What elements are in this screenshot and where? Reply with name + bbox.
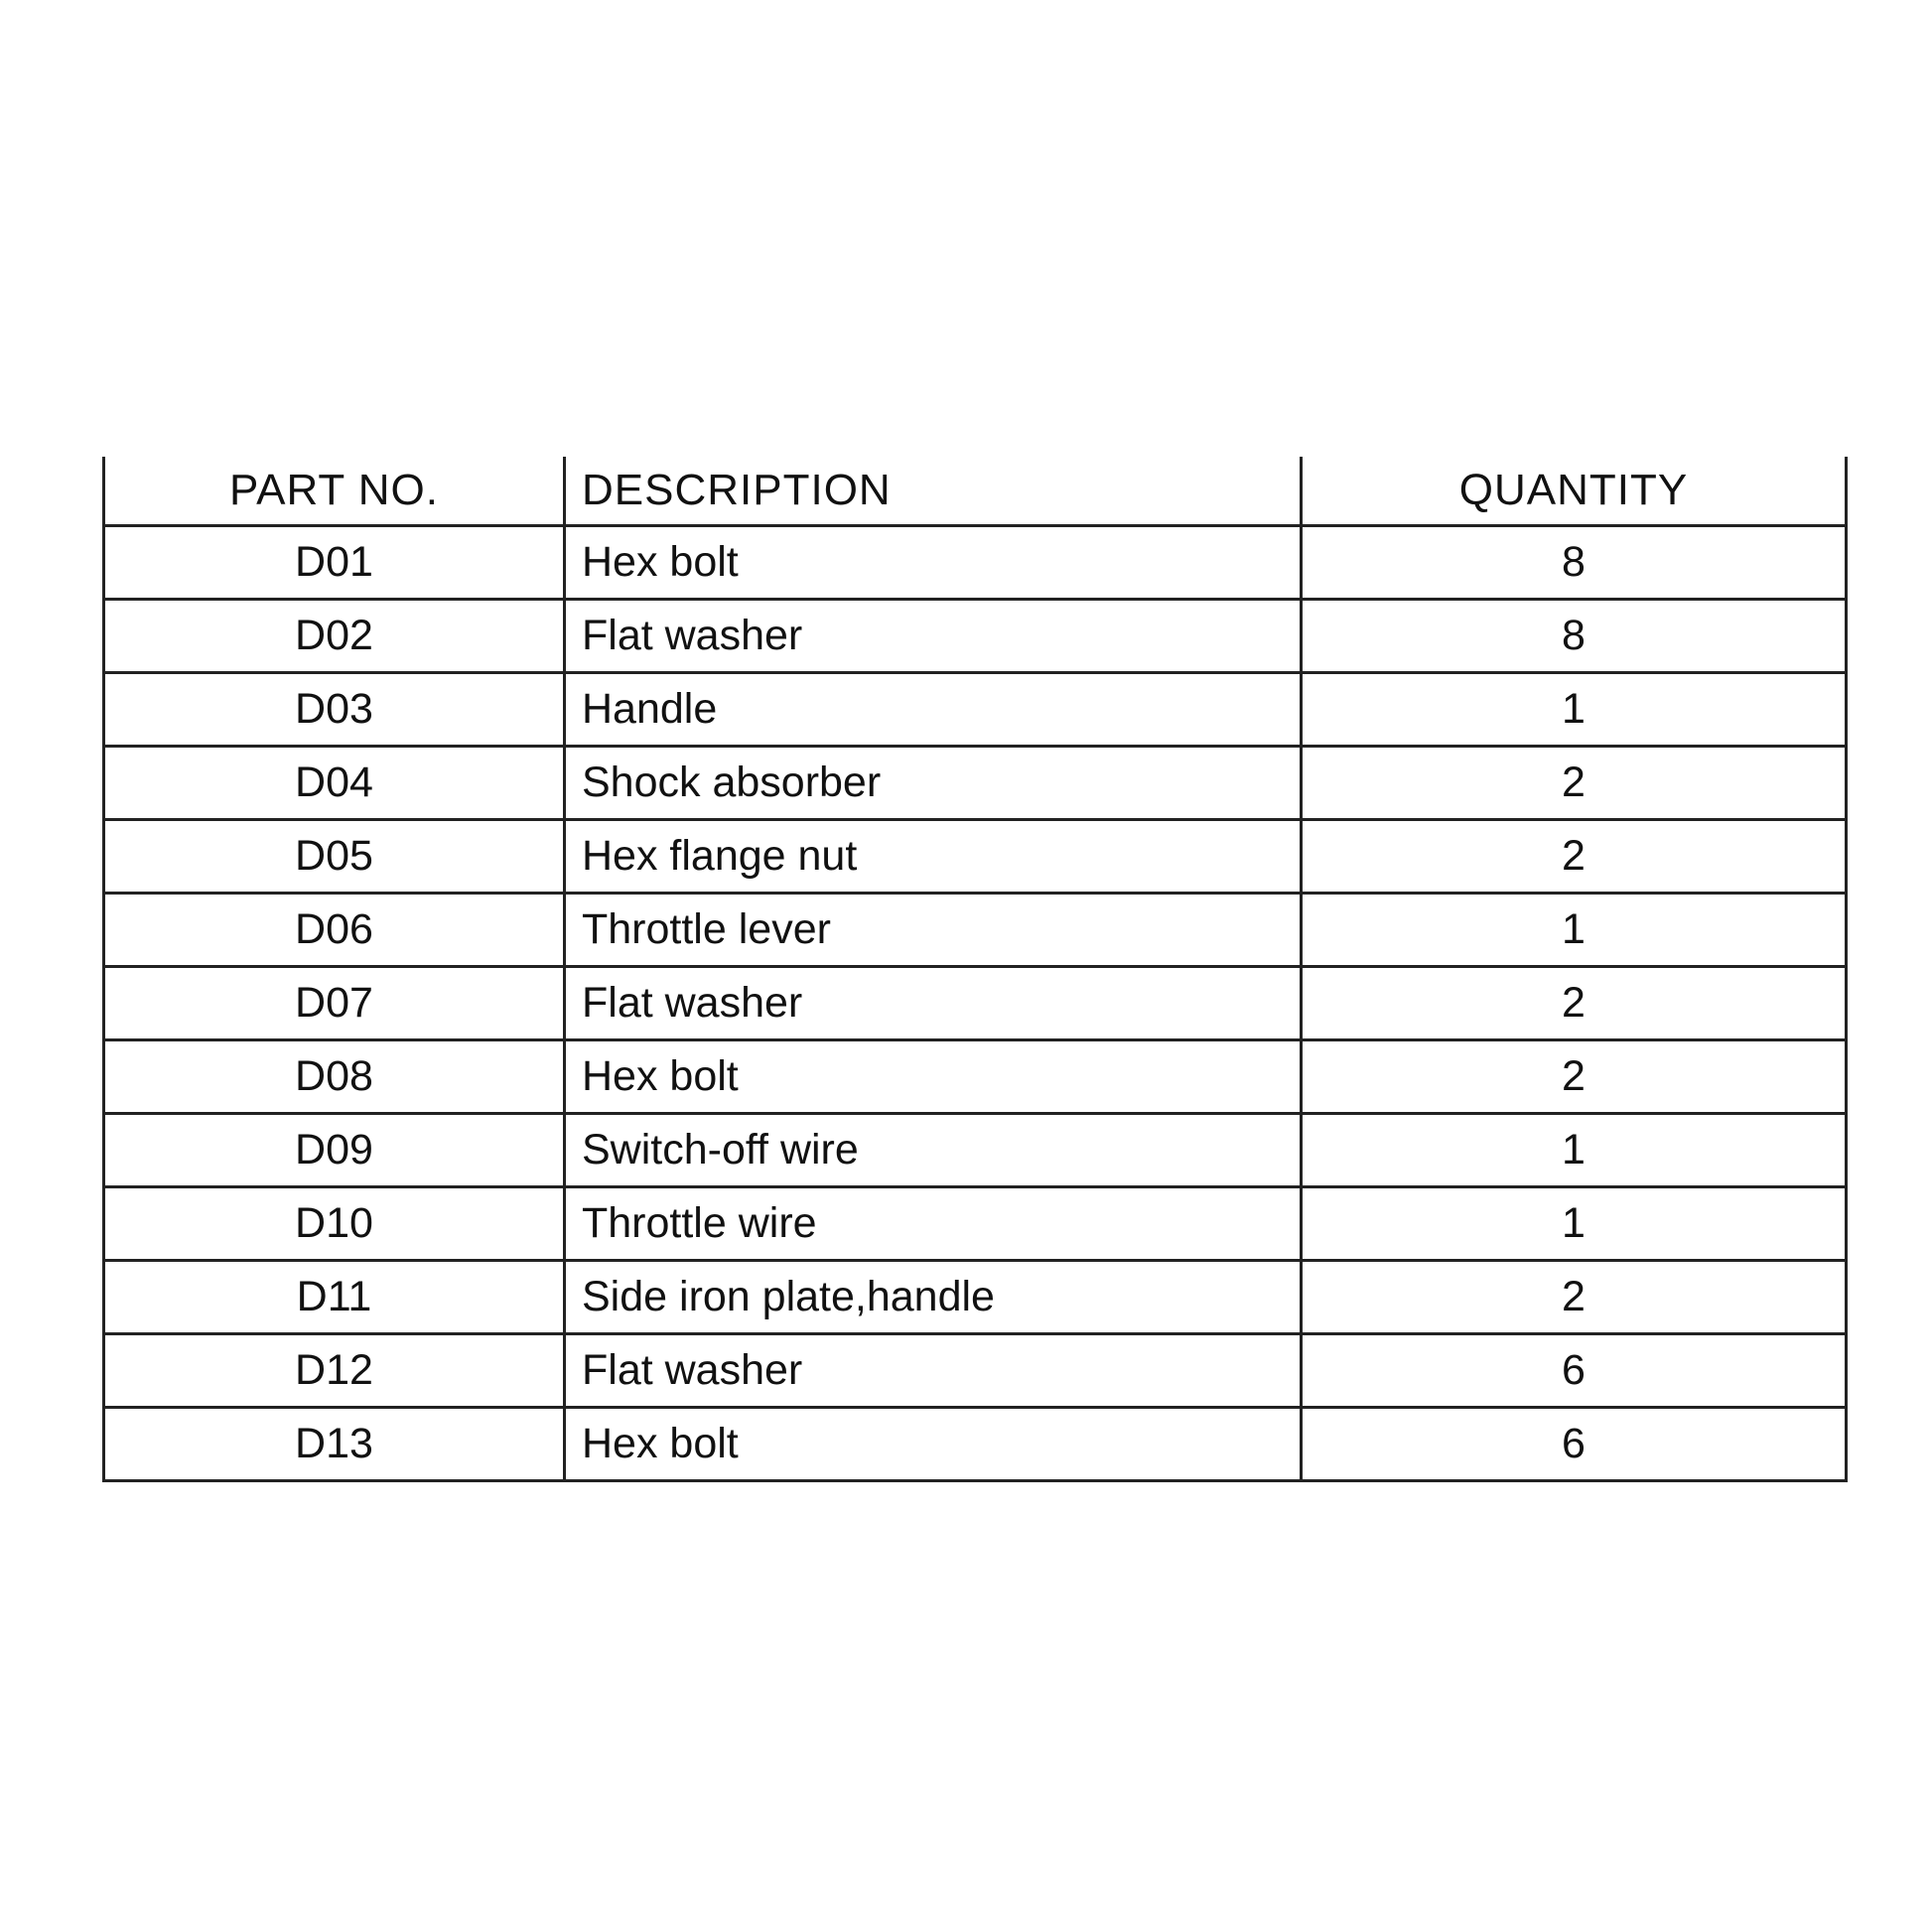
cell-part-no: D13 bbox=[104, 1408, 565, 1481]
cell-part-no: D11 bbox=[104, 1261, 565, 1334]
table-header bbox=[104, 457, 1847, 526]
cell-quantity: 8 bbox=[1302, 526, 1847, 600]
cell-description: Switch-off wire bbox=[565, 1114, 1302, 1187]
cell-description: Hex bolt bbox=[565, 1408, 1302, 1481]
cell-quantity: 6 bbox=[1302, 1408, 1847, 1481]
cell-description: Flat washer bbox=[565, 1334, 1302, 1408]
table-row bbox=[104, 967, 1847, 1040]
cell-quantity: 1 bbox=[1302, 1114, 1847, 1187]
cell-part-no: D04 bbox=[104, 747, 565, 820]
table-row bbox=[104, 820, 1847, 894]
cell-part-no: D09 bbox=[104, 1114, 565, 1187]
header-part-no: PART NO. bbox=[104, 457, 565, 526]
cell-description: Hex bolt bbox=[565, 526, 1302, 600]
cell-quantity: 2 bbox=[1302, 747, 1847, 820]
parts-table bbox=[102, 457, 1848, 1482]
cell-quantity: 2 bbox=[1302, 820, 1847, 894]
cell-description: Shock absorber bbox=[565, 747, 1302, 820]
header-row bbox=[104, 457, 1847, 526]
table-row bbox=[104, 1261, 1847, 1334]
cell-part-no: D05 bbox=[104, 820, 565, 894]
header-description: DESCRIPTION bbox=[565, 457, 1302, 526]
cell-quantity: 8 bbox=[1302, 600, 1847, 673]
cell-description: Throttle wire bbox=[565, 1187, 1302, 1261]
cell-quantity: 1 bbox=[1302, 1187, 1847, 1261]
cell-quantity: 1 bbox=[1302, 673, 1847, 747]
cell-description: Handle bbox=[565, 673, 1302, 747]
cell-part-no: D08 bbox=[104, 1040, 565, 1114]
table-row bbox=[104, 1408, 1847, 1481]
cell-part-no: D07 bbox=[104, 967, 565, 1040]
cell-part-no: D02 bbox=[104, 600, 565, 673]
cell-part-no: D10 bbox=[104, 1187, 565, 1261]
table-row bbox=[104, 1334, 1847, 1408]
table-row bbox=[104, 1114, 1847, 1187]
table-row bbox=[104, 1187, 1847, 1261]
cell-part-no: D12 bbox=[104, 1334, 565, 1408]
cell-description: Flat washer bbox=[565, 600, 1302, 673]
cell-description: Throttle lever bbox=[565, 894, 1302, 967]
cell-description: Hex bolt bbox=[565, 1040, 1302, 1114]
header-quantity: QUANTITY bbox=[1302, 457, 1847, 526]
cell-part-no: D03 bbox=[104, 673, 565, 747]
table-row bbox=[104, 747, 1847, 820]
cell-description: Hex flange nut bbox=[565, 820, 1302, 894]
cell-quantity: 2 bbox=[1302, 967, 1847, 1040]
table-row bbox=[104, 526, 1847, 600]
table-body bbox=[104, 526, 1847, 1481]
cell-quantity: 1 bbox=[1302, 894, 1847, 967]
cell-part-no: D06 bbox=[104, 894, 565, 967]
table-row bbox=[104, 1040, 1847, 1114]
cell-description: Flat washer bbox=[565, 967, 1302, 1040]
table-row bbox=[104, 894, 1847, 967]
cell-description: Side iron plate,handle bbox=[565, 1261, 1302, 1334]
cell-part-no: D01 bbox=[104, 526, 565, 600]
table-row bbox=[104, 673, 1847, 747]
table-row bbox=[104, 600, 1847, 673]
cell-quantity: 2 bbox=[1302, 1261, 1847, 1334]
cell-quantity: 6 bbox=[1302, 1334, 1847, 1408]
cell-quantity: 2 bbox=[1302, 1040, 1847, 1114]
